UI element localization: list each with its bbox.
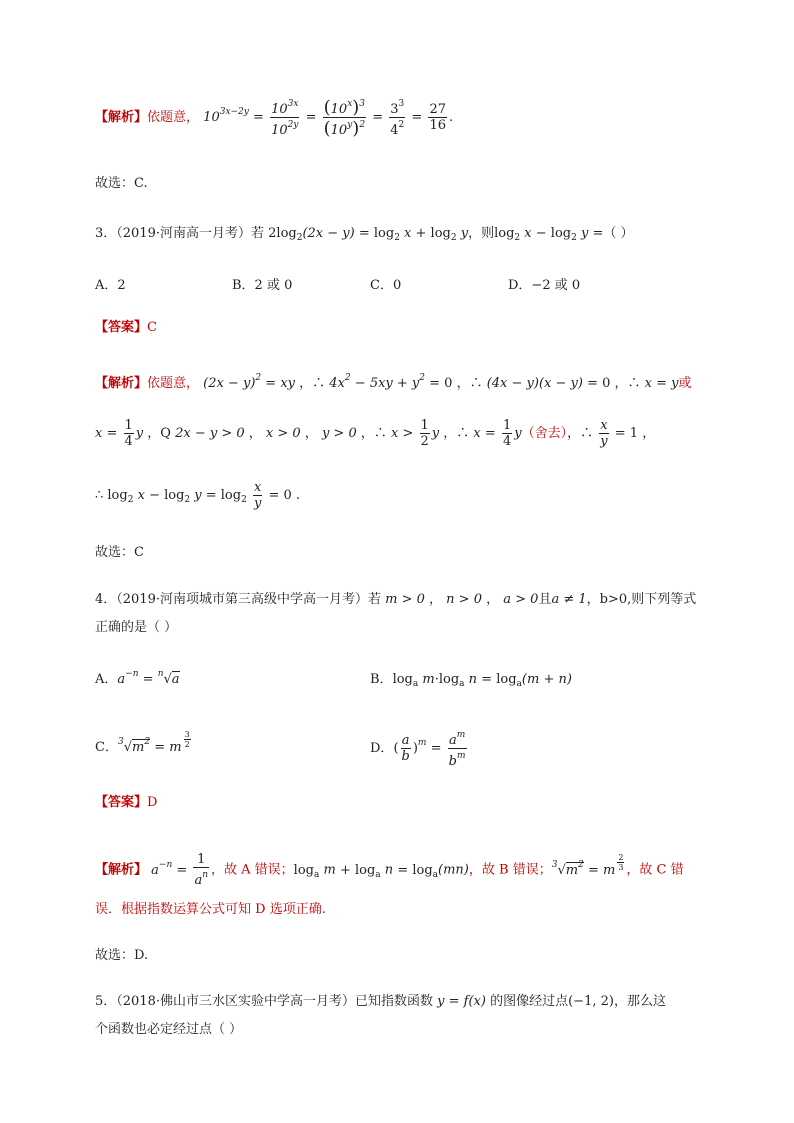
answer-label: 【答案】	[95, 795, 148, 810]
q3-option-a[interactable]: A．2	[95, 278, 126, 293]
q3-analysis-line2: x = $\frac{1}{4}$ y ，Q 2x − y > 0 ， x > 0 ， y > 0 ，∴ x > $\frac{1}{2}$ y ，∴ x = $\frac{1}{4}$ y（舍去），∴ $\frac{x}{y}$ = 1 ，	[95, 418, 656, 449]
q2-formula: $10^{3x-2y}$ = $\frac{10^{3x}}{10^{2y}}$ = $\frac{(10^x)^3}{(10^y)^2}$ = $\frac{3^3}{4^2}$ = $\frac{27}{16}$ .	[203, 97, 454, 139]
q3-answer	[95, 318, 157, 338]
q3-answer-value: C	[147, 320, 157, 335]
q3-option-c[interactable]: C．0	[370, 278, 402, 293]
q3-option-b[interactable]: B．2 或 0	[232, 278, 293, 293]
q4-stem-line1: 4．（2019·河南项城市第三高级中学高一月考）若 m > 0 ， n > 0 ， a > 0且a ≠ 1，b>0,则下列等式	[95, 592, 697, 607]
q2-analysis-intro: 依题意，	[147, 110, 200, 125]
q3-word-or: 或	[678, 376, 692, 391]
q3-stem	[95, 224, 634, 248]
q3-final: 故选：C	[95, 545, 144, 560]
q4-option-c[interactable]: C．$^3√m^2 = m$ $^{\frac{3}{2}}$	[95, 730, 190, 755]
q3-analysis-intro: 依题意，	[147, 376, 200, 391]
q4-option-b[interactable]: B．$\log_a m\cdot\log_a$ $n = \log_a(m + n)$	[370, 672, 572, 689]
answer-label: 【答案】	[95, 320, 148, 335]
q5-stem-line1: 5．（2018·佛山市三水区实验中学高一月考）已知指数函数 y = f(x) 的图像经过点(−1, 2)，那么这	[95, 994, 666, 1009]
q4-final: 故选：D.	[95, 948, 149, 963]
q4-answer-value: D	[147, 795, 158, 810]
q4-option-a[interactable]: A．$a^{-n} = ^n√a$	[95, 669, 180, 687]
q4-option-d[interactable]: D．( $\frac{a}{b}$ )$^m$ = $\frac{a^m}{b^m}$	[370, 730, 466, 769]
q5-stem-line2: 个函数也必定经过点（ ）	[95, 1022, 243, 1037]
q3-target: $\log_2 x - \log_2 y$	[494, 226, 589, 243]
q4-stem-prefix: 4．（2019·河南项城市第三高级中学高一月考）若	[95, 592, 381, 607]
analysis-label: 【解析】	[95, 376, 148, 391]
q3-stem-mid: ，则	[468, 226, 495, 241]
q2-final: 故选：C.	[95, 176, 148, 191]
q4-analysis-line1: 【解析】 $a^{-n}$ = $\frac{1}{a^n}$ ，故 A 错误；$\log_a m + \log_a n = \log_a(mn)$，故 B 错误；$^3√m^2 = m$ $^{\frac{2}{3}}$ ，故 C 错	[95, 852, 684, 888]
q3-stem-prefix: 3．（2019·河南高一月考）若	[95, 226, 264, 241]
q4-stem-tail: ，b>0,则下列等式	[586, 592, 697, 607]
q3-option-d[interactable]: D．−2 或 0	[508, 278, 581, 293]
q4-word-and: 且	[538, 592, 552, 607]
q2-analysis	[95, 97, 453, 138]
q4-analysis-line2: 误．根据指数运算公式可知 D 选项正确.	[95, 902, 326, 917]
q4-stem-line2: 正确的是（ ）	[95, 620, 178, 635]
q3-stem-end: =（ ）	[588, 226, 634, 241]
q3-condition: $2\log_2(2x - y) = \log_2 x + \log_2 y$	[268, 226, 469, 243]
q3-discard: （舍去）	[521, 426, 568, 441]
q4-answer	[95, 793, 157, 813]
analysis-label: 【解析】	[95, 862, 148, 878]
q3-analysis-line1: 【解析】依题意， $(2x - y)^2$ = xy ，∴ $4x^2 - 5xy + y^2 = 0$ ，∴ (4x − y)(x − y) = 0 ，∴ x = y或	[95, 373, 692, 391]
analysis-label: 【解析】	[95, 110, 148, 125]
q3-analysis-line3: ∴ $\log_2 x - \log_2 y = \log_2$ $\frac{x}{y}$ = 0 .	[95, 480, 301, 511]
